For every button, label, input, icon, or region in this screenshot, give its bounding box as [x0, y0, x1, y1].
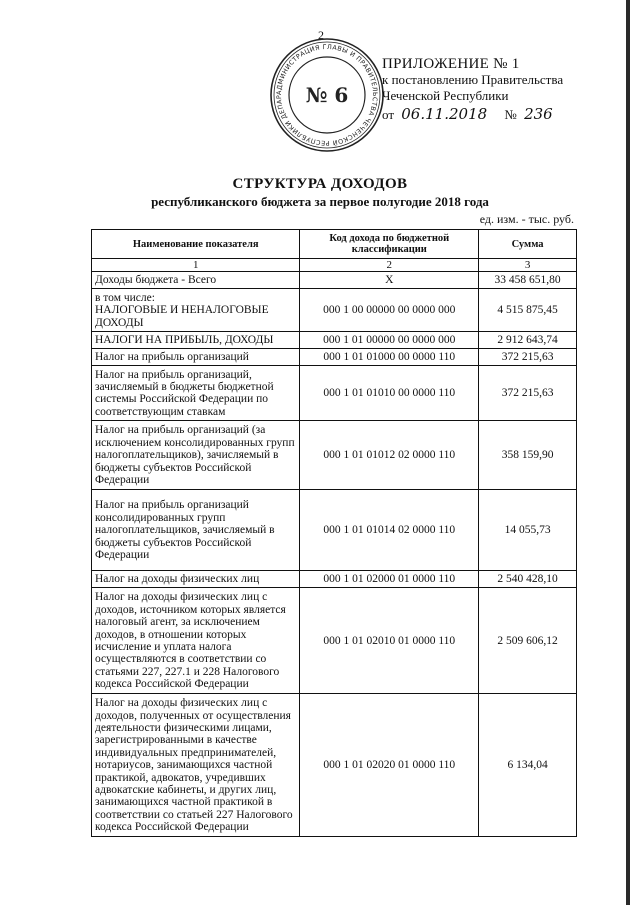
- page-number: 2: [318, 28, 324, 42]
- appendix-republic: Чеченской Республики: [382, 88, 509, 103]
- row-name-cell: Доходы бюджета - Всего: [92, 272, 300, 289]
- stamp-number: № 6: [305, 83, 349, 107]
- row-code-cell: 000 1 01 01000 00 0000 110: [300, 349, 479, 366]
- row-name-cell: НАЛОГИ НА ПРИБЫЛЬ, ДОХОДЫ: [92, 332, 300, 349]
- registration-stamp: [268, 36, 386, 154]
- header-indicator-name: Наименование показателя: [92, 230, 300, 259]
- row-name-cell: Налог на доходы физических лиц с доходов, источником которых является налоговый агент, за исключением доходов, в отношении которых исчисление и уплата налога осуществляются в соответствии со статьями 227, 227.1 и 228 Налогового кодекса Российской Федерации: [92, 588, 300, 694]
- number-prefix: №: [504, 107, 517, 122]
- table-row: [92, 332, 577, 349]
- appendix-block: [382, 56, 563, 123]
- table-row: [92, 571, 577, 588]
- handwritten-date: 06.11.2018: [401, 105, 488, 123]
- column-number: 2: [300, 259, 479, 272]
- row-sum-cell: 2 912 643,74: [479, 332, 577, 349]
- appendix-resolution: к постановлению Правительства: [382, 72, 564, 87]
- header-income-code: Код дохода по бюджетной классификации: [300, 230, 479, 259]
- row-code-cell: 000 1 01 01010 00 0000 110: [300, 366, 479, 421]
- table-row: [92, 490, 577, 571]
- row-sum-cell: 14 055,73: [479, 490, 577, 571]
- row-sum-cell: 358 159,90: [479, 421, 577, 490]
- table-row: [92, 588, 577, 694]
- row-name-cell: Налог на доходы физических лиц с доходов, полученных от осуществления деятельности физическими лицами, зарегистрированными в качестве индивидуальных предпринимателей, нотариусов, занимающихся частной практикой, адвокатов, учредивших адвокатские кабинеты, и других лиц, занимающихся частной практикой в соответствии со статьей 227 Налогового кодекса Российской Федерации: [92, 694, 300, 837]
- row-name-cell: Налог на доходы физических лиц: [92, 571, 300, 588]
- table-row: [92, 694, 577, 837]
- row-sum-cell: 33 458 651,80: [479, 272, 577, 289]
- stamp-seal-graphic: [268, 36, 386, 154]
- handwritten-number: 236: [524, 105, 553, 123]
- row-name-cell: Налог на прибыль организаций: [92, 349, 300, 366]
- row-sum-cell: 2 509 606,12: [479, 588, 577, 694]
- row-sum-cell: 2 540 428,10: [479, 571, 577, 588]
- document-subtitle: республиканского бюджета за первое полугодие 2018 года: [151, 194, 489, 209]
- row-name-cell: Налог на прибыль организаций консолидированных групп налогоплательщиков, зачисляемый в бюджеты субъектов Российской Федерации: [92, 490, 300, 571]
- appendix-title: ПРИЛОЖЕНИЕ № 1: [382, 56, 520, 72]
- column-number: 3: [479, 259, 577, 272]
- row-code-cell: 000 1 01 00000 00 0000 000: [300, 332, 479, 349]
- row-sum-cell: 6 134,04: [479, 694, 577, 837]
- row-name-cell: Налог на прибыль организаций, зачисляемый в бюджеты бюджетной системы Российской Федерации по соответствующим ставкам: [92, 366, 300, 421]
- row-code-cell: X: [300, 272, 479, 289]
- page-edge-shadow: [626, 0, 630, 905]
- column-number: 1: [92, 259, 300, 272]
- column-number-row: [92, 259, 577, 272]
- row-name-cell: в том числе: НАЛОГОВЫЕ И НЕНАЛОГОВЫЕ ДОХОДЫ: [92, 289, 300, 332]
- table-row: [92, 272, 577, 289]
- table-row: [92, 421, 577, 490]
- row-name-cell: Налог на прибыль организаций (за исключением консолидированных групп налогоплательщиков), зачисляемый в бюджеты субъектов Российской Федерации: [92, 421, 300, 490]
- row-code-cell: 000 1 00 00000 00 0000 000: [300, 289, 479, 332]
- table-row: [92, 349, 577, 366]
- row-code-cell: 000 1 01 02020 01 0000 110: [300, 694, 479, 837]
- income-structure-table: [91, 229, 577, 837]
- appendix-date-line: [382, 106, 563, 123]
- table-row: [92, 366, 577, 421]
- date-prefix: от: [382, 107, 395, 122]
- row-code-cell: 000 1 01 02000 01 0000 110: [300, 571, 479, 588]
- table-row: [92, 289, 577, 332]
- units-note: ед. изм. - тыс. руб.: [479, 212, 574, 226]
- row-sum-cell: 4 515 875,45: [479, 289, 577, 332]
- header-sum: Сумма: [479, 230, 577, 259]
- stamp-ring-text: АДМИНИСТРАЦИЯ ГЛАВЫ И ПРАВИТЕЛЬСТВА ЧЕЧЕНСКОЙ РЕСПУБЛИКИ ДЕПАР: [274, 42, 380, 148]
- row-code-cell: 000 1 01 01014 02 0000 110: [300, 490, 479, 571]
- table-header-row: [92, 230, 577, 259]
- row-sum-cell: 372 215,63: [479, 349, 577, 366]
- row-code-cell: 000 1 01 01012 02 0000 110: [300, 421, 479, 490]
- row-code-cell: 000 1 01 02010 01 0000 110: [300, 588, 479, 694]
- row-sum-cell: 372 215,63: [479, 366, 577, 421]
- document-title: СТРУКТУРА ДОХОДОВ: [232, 176, 408, 192]
